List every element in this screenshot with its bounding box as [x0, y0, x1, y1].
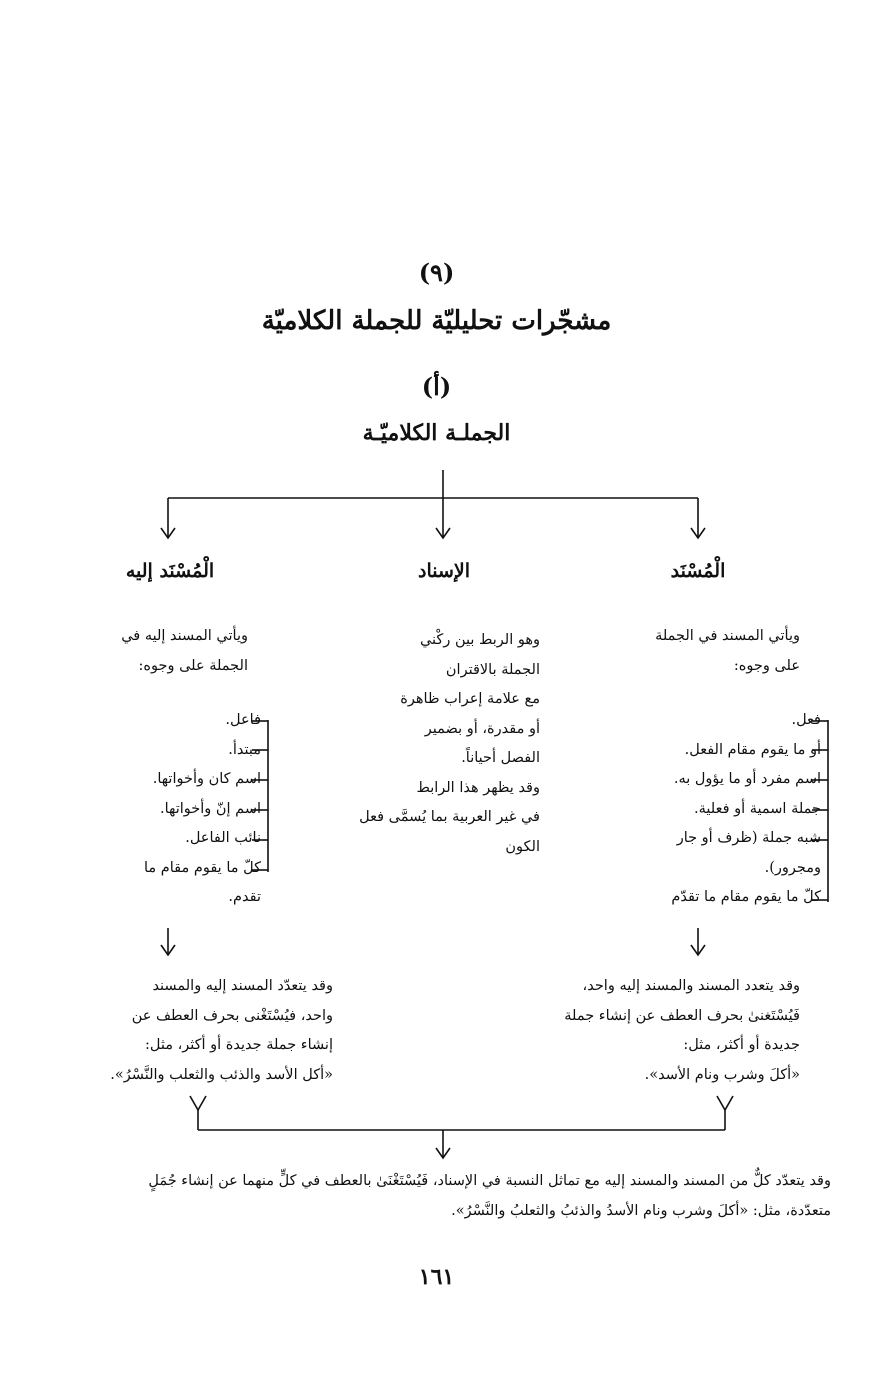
- list-item: ومجرور).: [764, 859, 821, 876]
- list-item: شبه جملة (ظرف أو جار: [676, 830, 821, 846]
- musnad-ilayh-heading: الْمُسْنَد إليه: [125, 560, 215, 582]
- left-fork: [190, 1096, 206, 1110]
- musnad-ilayh-forms-list: [71, 706, 261, 913]
- isnad-line: مع علامة إعراب ظاهرة: [400, 691, 540, 707]
- list-item: نائب الفاعل.: [185, 830, 261, 846]
- musnad-note-line: فَيُسْتَغنىٰ بحرف العطف عن إنشاء جملة: [564, 1007, 800, 1024]
- musnad-intro: [570, 622, 800, 681]
- list-item: كلّ ما يقوم مقام ما: [143, 859, 261, 876]
- conclusion-line: متعدّدة، مثل: «أكلَ وشرب ونام الأسدُ والذئبُ والثعلبُ والنَّسْرُ».: [451, 1203, 831, 1219]
- list-item: اسم كان وأخواتها.: [152, 771, 261, 787]
- list-item: مبتدأ.: [228, 741, 261, 758]
- isnad-text: [310, 626, 540, 862]
- musnad-forms-list: [581, 706, 821, 913]
- list-item: جملة اسمية أو فعلية.: [694, 800, 821, 817]
- musnad-ilayh-note-line: وقد يتعدّد المسند إليه والمسند: [152, 978, 333, 994]
- musnad-ilayh-intro-line: الجملة على وجوه:: [138, 657, 248, 674]
- list-item: فاعل.: [225, 712, 261, 728]
- chapter-number: (٩): [418, 258, 455, 287]
- conclusion-paragraph: [31, 1166, 831, 1226]
- musnad-intro-line: ويأتي المسند في الجملة: [655, 628, 800, 644]
- list-item: أو ما يقوم مقام الفعل.: [684, 741, 821, 758]
- isnad-line: أو مقدرة، أو بضمير: [424, 720, 540, 737]
- musnad-ilayh-note: [53, 972, 333, 1090]
- musnad-intro-line: على وجوه:: [733, 657, 800, 674]
- list-item: اسم إنّ وأخواتها.: [160, 800, 261, 817]
- isnad-line: الفصل أحياناً.: [461, 750, 540, 766]
- isnad-line: في غير العربية بما يُسمَّى فعل: [359, 809, 540, 825]
- musnad-note-line: وقد يتعدد المسند والمسند إليه واحد،: [582, 978, 800, 994]
- musnad-ilayh-note-line: واحد، فيُسْتَغْنى بحرف العطف عن: [131, 1007, 333, 1024]
- list-item: فعل.: [791, 712, 821, 728]
- musnad-note-line: جديدة أو أكثر، مثل:: [683, 1037, 800, 1053]
- list-item: اسم مفرد أو ما يؤول به.: [673, 771, 821, 787]
- tree-root-node: الجملـة الكلاميّـة: [362, 420, 511, 446]
- isnad-heading: الإسناد: [417, 560, 471, 582]
- musnad-note: [540, 972, 800, 1090]
- page-number: ١٦١: [418, 1264, 455, 1290]
- list-item: كلّ ما يقوم مقام ما تقدّم: [671, 889, 821, 905]
- isnad-line: الجملة بالاقتران: [445, 661, 540, 678]
- isnad-line: وهو الربط بين ركْني: [419, 632, 540, 648]
- musnad-ilayh-intro-line: ويأتي المسند إليه في: [121, 628, 248, 644]
- section-label: (أ): [421, 372, 452, 401]
- musnad-ilayh-note-line: إنشاء جملة جديدة أو أكثر، مثل:: [144, 1037, 333, 1053]
- isnad-line: الكون: [505, 838, 540, 855]
- list-item: تقدم.: [228, 889, 261, 905]
- page-title: مشجّرات تحليليّة للجملة الكلاميّة: [261, 306, 612, 336]
- musnad-note-line: «أكلَ وشرب ونام الأسد».: [644, 1066, 800, 1083]
- musnad-ilayh-note-line: «أكل الأسد والذئب والثعلب والنَّسْرُ».: [110, 1066, 333, 1083]
- musnad-ilayh-intro: [48, 622, 248, 681]
- isnad-line: وقد يظهر هذا الرابط: [416, 779, 540, 796]
- musnad-heading: الْمُسْنَد: [670, 560, 726, 582]
- right-fork: [717, 1096, 733, 1110]
- conclusion-line: وقد يتعدّد كلٌّ من المسند والمسند إليه مع تماثل النسبة في الإسناد، فَيُسْتَغْنَىٰ بالعطف في كلٍّ منهما عن إنشاء جُمَلٍ: [148, 1173, 831, 1189]
